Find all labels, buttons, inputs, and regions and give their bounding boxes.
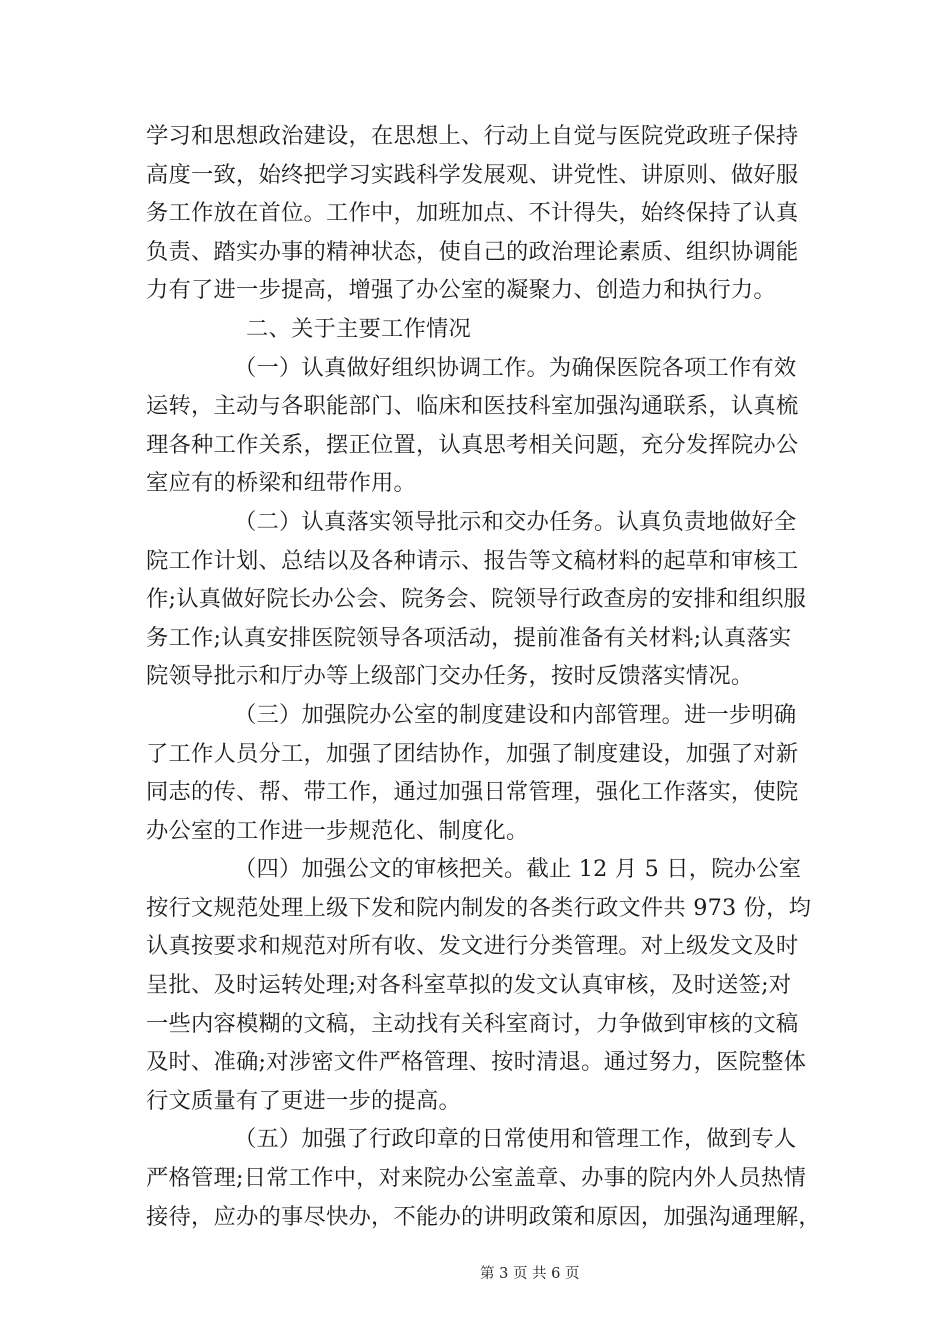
text-line: 力有了进一步提高，增强了办公室的凝聚力、创造力和执行力。 (146, 277, 776, 304)
text-line: 认真按要求和规范对所有收、发文进行分类管理。对上级发文及时 (146, 933, 799, 960)
text-line: （四）加强公文的审核把关。截止 12 月 5 日，院办公室 (234, 856, 802, 883)
page-number: 第 3 页 共 6 页 (480, 1266, 580, 1282)
text-line: 务工作放在首位。工作中，加班加点、不计得失，始终保持了认真 (146, 200, 799, 227)
text-line: 严格管理;日常工作中，对来院办公室盖章、办事的院内外人员热情 (146, 1165, 807, 1192)
text-line: 办公室的工作进一步规范化、制度化。 (146, 817, 529, 844)
text-line: 高度一致，始终把学习实践科学发展观、讲党性、讲原则、做好服 (146, 161, 799, 188)
text-line: （一）认真做好组织协调工作。为确保医院各项工作有效 (234, 354, 797, 381)
document-body (146, 117, 821, 1236)
text-line: 作;认真做好院长办公会、院务会、院领导行政查房的安排和组织服 (146, 586, 807, 613)
text-line: 行文质量有了更进一步的提高。 (146, 1087, 461, 1114)
text-line: 同志的传、帮、带工作，通过加强日常管理，强化工作落实，使院 (146, 779, 799, 806)
text-line: 理各种工作关系，摆正位置，认真思考相关问题，充分发挥院办公 (146, 431, 799, 458)
text-line: 按行文规范处理上级下发和院内制发的各类行政文件共 973 份，均 (146, 894, 812, 921)
text-line: 接待，应办的事尽快办，不能办的讲明政策和原因，加强沟通理解， (146, 1203, 821, 1230)
text-line: 院领导批示和厅办等上级部门交办任务，按时反馈落实情况。 (146, 663, 754, 690)
text-line: 运转，主动与各职能部门、临床和医技科室加强沟通联系，认真梳 (146, 393, 799, 420)
text-line: 室应有的桥梁和纽带作用。 (146, 470, 416, 497)
text-line: 学习和思想政治建设，在思想上、行动上自觉与医院党政班子保持 (146, 123, 799, 149)
text-line: 及时、准确;对涉密文件严格管理、按时清退。通过努力，医院整体 (146, 1049, 807, 1076)
section-heading: 二、关于主要工作情况 (246, 315, 471, 342)
text-line: 务工作;认真安排医院领导各项活动，提前准备有关材料;认真落实 (146, 624, 792, 651)
text-line: （三）加强院办公室的制度建设和内部管理。进一步明确 (234, 701, 797, 728)
text-line: 一些内容模糊的文稿，主动找有关科室商讨，力争做到审核的文稿 (146, 1010, 799, 1037)
text-line: （二）认真落实领导批示和交办任务。认真负责地做好全 (234, 508, 797, 535)
text-line: 了工作人员分工，加强了团结协作，加强了制度建设，加强了对新 (146, 740, 799, 767)
text-line: （五）加强了行政印章的日常使用和管理工作，做到专人 (234, 1126, 797, 1153)
text-line: 院工作计划、总结以及各种请示、报告等文稿材料的起草和审核工 (146, 547, 799, 574)
text-line: 呈批、及时运转处理;对各科室草拟的发文认真审核，及时送签;对 (146, 972, 792, 999)
text-line: 负责、踏实办事的精神状态，使自己的政治理论素质、组织协调能 (146, 238, 799, 265)
